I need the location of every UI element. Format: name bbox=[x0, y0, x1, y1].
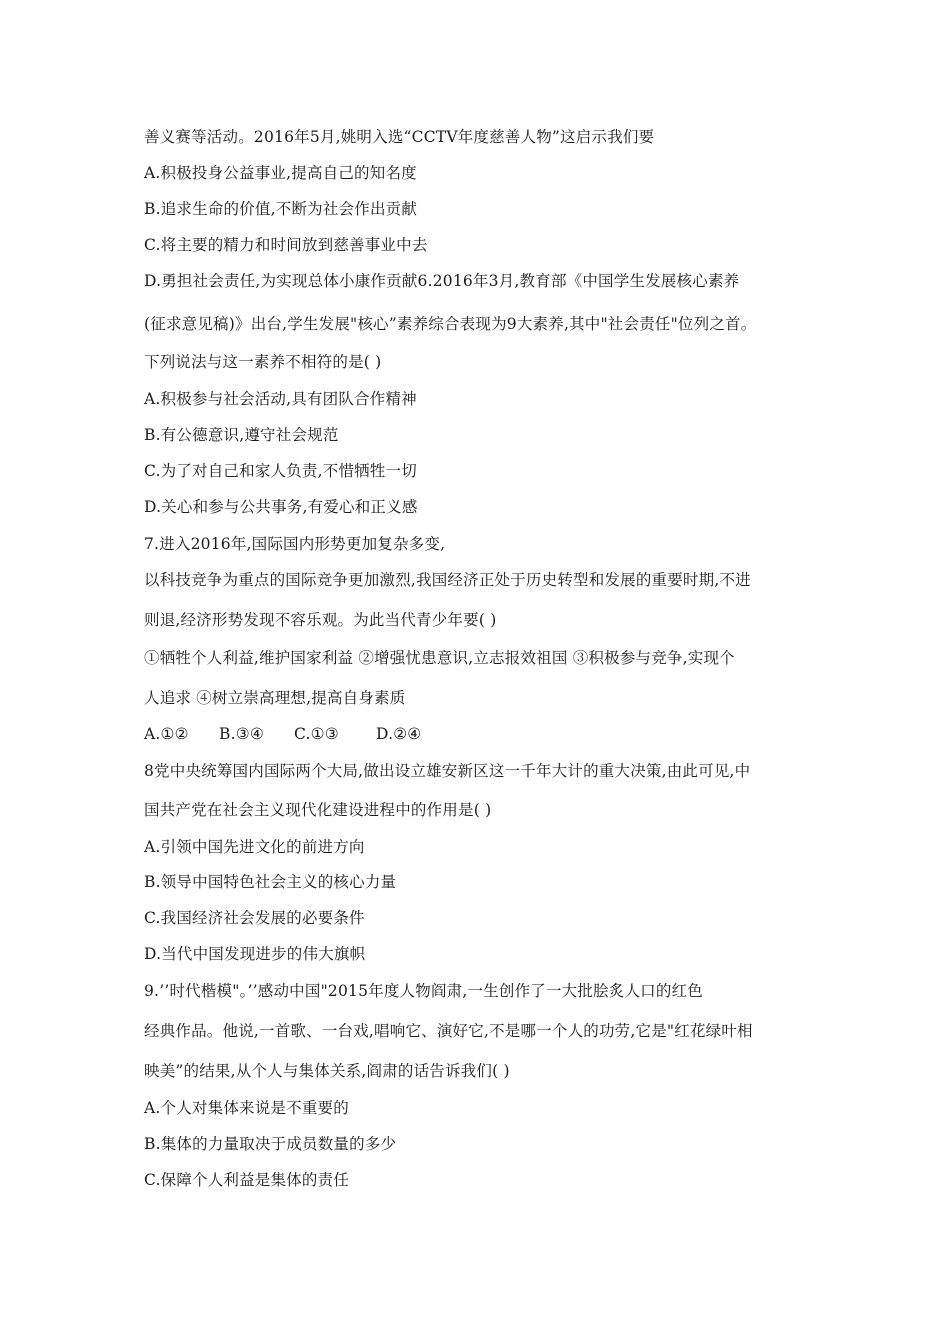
q6-option-b: B.有公德意识,遵守社会规范 bbox=[144, 426, 339, 444]
q6-option-d: D.关心和参与公共事务,有爱心和正义感 bbox=[144, 498, 418, 516]
q8-option-c: C.我国经济社会发展的必要条件 bbox=[144, 909, 365, 927]
q7-statements-line-2: 人追求 ④树立崇高理想,提高自身素质 bbox=[144, 689, 406, 707]
q8-stem-line-2: 国共产党在社会主义现代化建设进程中的作用是( ) bbox=[144, 801, 492, 819]
q9-stem-line-2: 经典作品。他说,一首歌、一台戏,唱响它、演好它,不是哪一个人的功劳,它是"红花绿叶相 bbox=[144, 1022, 753, 1040]
q7-stem-line-1: 7.进入2016年,国际国内形势更加复杂多变, bbox=[144, 535, 446, 553]
q9-option-c: C.保障个人利益是集体的责任 bbox=[144, 1171, 350, 1189]
q7-option-d: D.②④ bbox=[376, 725, 422, 743]
q8-option-b: B.领导中国特色社会主义的核心力量 bbox=[144, 873, 397, 891]
q9-option-a: A.个人对集体来说是不重要的 bbox=[144, 1099, 349, 1117]
q6-option-c: C.为了对自己和家人负责,不惜牺牲一切 bbox=[144, 462, 417, 480]
q7-statements-line-1: ①牺牲个人利益,维护国家利益 ②增强忧患意识,立志报效祖国 ③积极参与竞争,实现个 bbox=[144, 649, 735, 667]
q7-stem-line-2: 以科技竞争为重点的国际竞争更加激烈,我国经济正处于历史转型和发展的重要时期,不进 bbox=[144, 571, 751, 589]
q7-stem-line-3: 则退,经济形势发现不容乐观。为此当代青少年要( ) bbox=[144, 611, 497, 629]
q6-option-a: A.积极参与社会活动,具有团队合作精神 bbox=[144, 390, 417, 408]
q7-option-a: A.①② bbox=[144, 725, 189, 743]
q5-option-b: B.追求生命的价值,不断为社会作出贡献 bbox=[144, 200, 418, 218]
q6-stem-line-3: 下列说法与这一素养不相符的是( ) bbox=[144, 353, 382, 371]
q8-option-d: D.当代中国发现进步的伟大旗帜 bbox=[144, 945, 366, 963]
q5-stem-tail: 善义赛等活动。2016年5月,姚明入选“CCTV年度慈善人物”这启示我们要 bbox=[144, 128, 655, 146]
q9-option-b: B.集体的力量取决于成员数量的多少 bbox=[144, 1135, 397, 1153]
q7-option-b: B.③④ bbox=[219, 725, 264, 743]
q5-option-c: C.将主要的精力和时间放到慈善事业中去 bbox=[144, 236, 428, 254]
q5-option-a: A.积极投身公益事业,提高自己的知名度 bbox=[144, 164, 417, 182]
q9-stem-line-1: 9.’’时代楷模"。’’感动中国"2015年度人物阎肃,一生创作了一大批脍炙人口的红色 bbox=[144, 982, 703, 1000]
q7-option-c: C.①③ bbox=[294, 725, 339, 743]
q9-stem-line-3: 映美”的结果,从个人与集体关系,阎肃的话告诉我们( ) bbox=[144, 1062, 510, 1080]
q5-option-d-q6-stem: D.勇担社会责任,为实现总体小康作贡献6.2016年3月,教育部《中国学生发展核心素养 bbox=[144, 272, 740, 290]
q8-option-a: A.引领中国先进文化的前进方向 bbox=[144, 838, 365, 856]
q8-stem-line-1: 8党中央统筹国内国际两个大局,做出设立雄安新区这一千年大计的重大决策,由此可见,中 bbox=[144, 762, 751, 780]
q7-options bbox=[144, 724, 421, 744]
q6-stem-line-2: (征求意见稿)》出台,学生发展"核心”素养综合表现为9大素养,其中"社会责任"位列之首。 bbox=[144, 315, 757, 333]
